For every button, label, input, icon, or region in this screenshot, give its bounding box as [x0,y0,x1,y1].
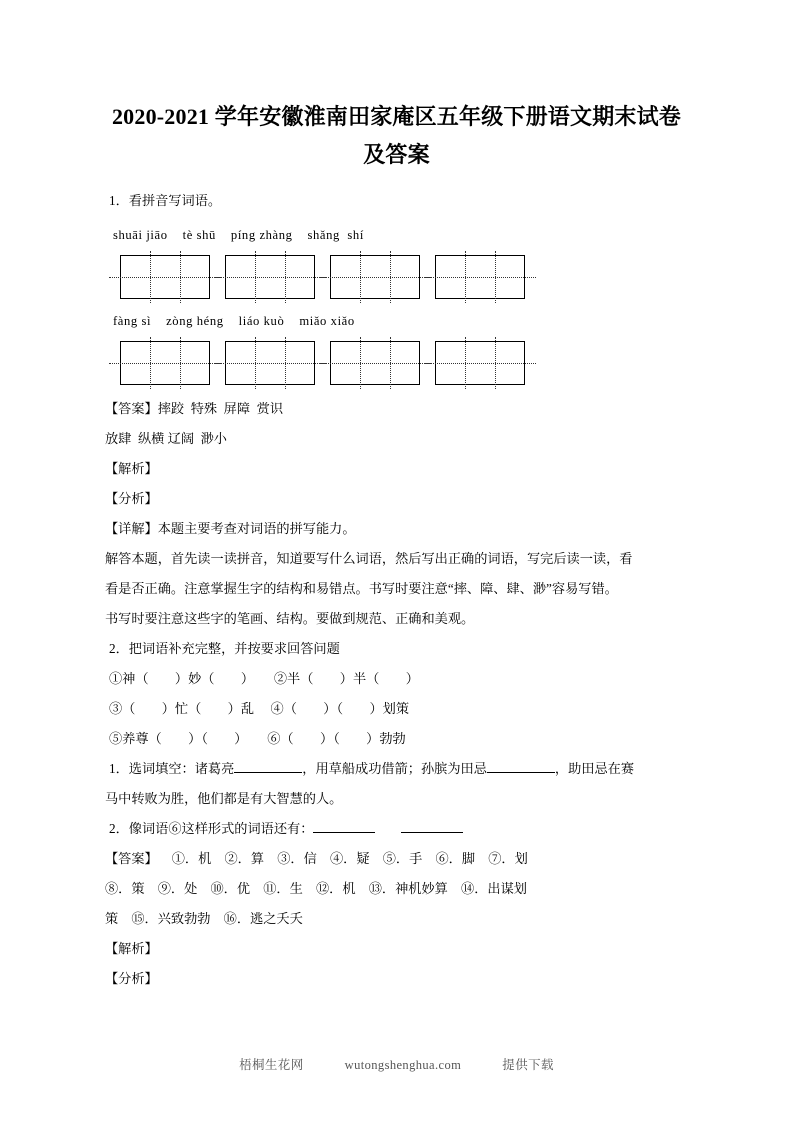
question-2-prompt: 2．把词语补充完整，并按要求回答问题 [109,641,340,656]
answer-label: 【答案】 [105,401,158,416]
grid-vertical-guide [390,337,391,389]
grid-horizontal-guide [109,363,221,364]
grid-vertical-guide [255,337,256,389]
grid-vertical-guide [495,337,496,389]
q2-jiexi-label: 【解析】 [105,941,158,956]
pinyin-row-1: shuāi jiāo tè shū píng zhàng shǎng shí [113,228,364,242]
grid-vertical-guide [390,251,391,303]
answer-text: 摔跤 特殊 屏障 赏识 [157,401,284,416]
sub1-text-c: ，助田忌在赛 [554,761,635,776]
answer-text: ①．机 ②．算 ③．信 ④．疑 ⑤．手 ⑥．脚 ⑦．划 [171,851,528,866]
q2-fill-line-2[interactable]: ③（ ）忙（ ）乱 ④（ ）（ ）划策 [109,701,410,716]
page-footer [0,1055,793,1073]
grid-horizontal-guide [109,277,221,278]
grid-vertical-guide [150,251,151,303]
q2-answer-row-3: 策 ⑮．兴致勃勃 ⑯．逃之夭夭 [105,911,303,926]
q1-fenxi-label: 【分析】 [105,491,158,506]
grid-vertical-guide [180,337,181,389]
q2-sub-question-2 [105,814,688,844]
footer-brand: 梧桐生花网 [239,1058,304,1072]
page-title [105,0,688,174]
q2-answer-row-2: ⑧．策 ⑨．处 ⑩．优 ⑪．生 ⑫．机 ⑬．神机妙算 ⑭．出谋划 [105,881,527,896]
writing-grid-row-2 [105,341,688,385]
writing-grid-box[interactable] [435,255,525,299]
grid-horizontal-guide [319,363,431,364]
writing-grid-row-1 [105,255,688,299]
q1-explain-line-1: 解答本题，首先读一读拼音，知道要写什么词语，然后写出正确的词语，写完后读一读，看 [105,551,633,566]
footer-action: 提供下载 [502,1058,554,1072]
q2-sub-question-1-cont: 马中转败为胜，他们都是有大智慧的人。 [105,791,343,806]
q1-explain-line-2: 看是否正确。注意掌握生字的结构和易错点。书写时要注意“摔、障、肆、渺”容易写错。 [105,581,618,596]
sub2-text: 2．像词语⑥这样形式的词语还有： [109,821,314,836]
grid-horizontal-guide [424,363,536,364]
grid-horizontal-guide [214,277,326,278]
grid-horizontal-guide [424,277,536,278]
grid-vertical-guide [495,251,496,303]
grid-vertical-guide [255,251,256,303]
blank-field[interactable] [487,772,555,773]
q2-sub-question-1 [105,754,688,784]
q1-answer-row-1 [105,394,688,424]
answer-label: 【答案】 [105,851,158,866]
footer-site-url: wutongshenghua.com [344,1058,462,1072]
grid-vertical-guide [180,251,181,303]
sub1-text-b: ，用草船成功借箭；孙膑为田忌 [302,761,487,776]
writing-grid-box[interactable] [225,341,315,385]
writing-grid-box[interactable] [120,255,210,299]
writing-grid-box[interactable] [225,255,315,299]
grid-vertical-guide [360,251,361,303]
grid-vertical-guide [150,337,151,389]
blank-field[interactable] [234,772,302,773]
q1-jiexi-label: 【解析】 [105,461,158,476]
blank-field[interactable] [313,832,375,833]
grid-horizontal-guide [214,363,326,364]
grid-vertical-guide [285,251,286,303]
q1-xiangjie: 【详解】本题主要考查对词语的拼写能力。 [105,521,356,536]
grid-vertical-guide [285,337,286,389]
q2-fenxi-label: 【分析】 [105,971,158,986]
writing-grid-box[interactable] [330,341,420,385]
question-1-prompt: 1．看拼音写词语。 [109,193,222,208]
pinyin-row-2: fàng sì zòng héng liáo kuò miǎo xiǎo [113,314,355,328]
writing-grid-box[interactable] [120,341,210,385]
title-line-2: 及答案 [363,142,430,167]
grid-horizontal-guide [319,277,431,278]
writing-grid-box[interactable] [435,341,525,385]
q2-answer-row-1 [105,844,688,874]
grid-vertical-guide [465,337,466,389]
sub1-text-a: 1．选词填空：诸葛亮 [109,761,235,776]
writing-grid-box[interactable] [330,255,420,299]
q2-fill-line-1[interactable]: ①神（ ）妙（ ） ②半（ ）半（ ） [109,671,419,686]
grid-vertical-guide [360,337,361,389]
blank-field[interactable] [401,832,463,833]
q1-explain-line-3: 书写时要注意这些字的笔画、结构。要做到规范、正确和美观。 [105,611,475,626]
q2-fill-line-3[interactable]: ⑤养尊（ ）（ ） ⑥（ ）（ ）勃勃 [109,731,406,746]
q1-answer-row-2: 放肆 纵横 辽阔 渺小 [105,431,227,446]
title-line-1: 2020-2021 学年安徽淮南田家庵区五年级下册语文期末试卷 [111,104,682,129]
grid-vertical-guide [465,251,466,303]
